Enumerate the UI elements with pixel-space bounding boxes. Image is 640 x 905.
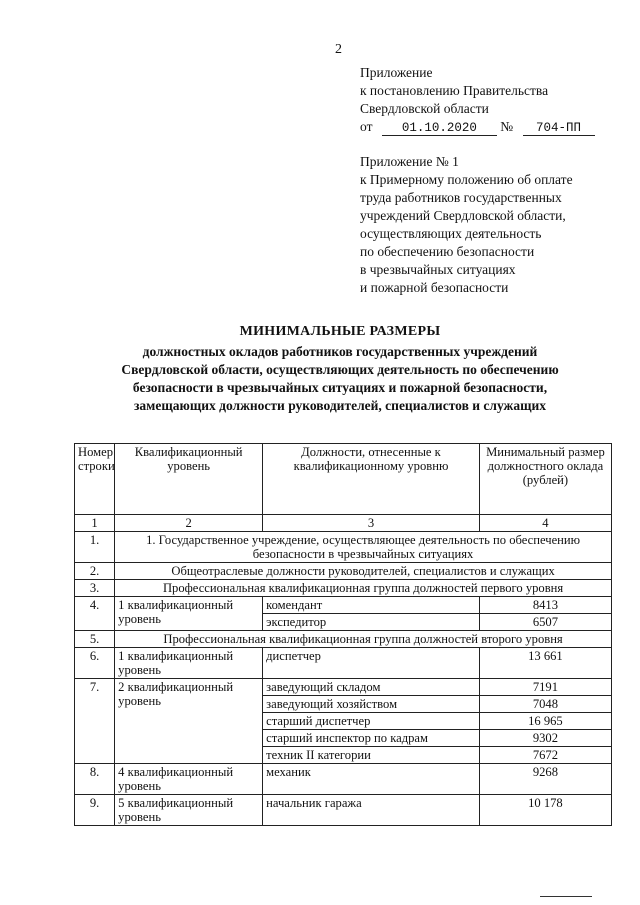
qualification-level: 4 квалификационный уровень: [115, 764, 263, 795]
appendix-sub-header: [360, 153, 573, 297]
salary-value: 10 178: [479, 795, 611, 826]
position-name: комендант: [263, 597, 480, 614]
position-name: старший инспектор по кадрам: [263, 730, 480, 747]
appendix-sub-line: к Примерному положению об оплате: [360, 172, 573, 187]
appendix-sub-line: по обеспечению безопасности: [360, 244, 535, 259]
appendix-line-3: Свердловской области: [360, 101, 489, 116]
header-positions: Должности, отнесенные к квалификационному уровню: [263, 444, 480, 515]
row-number: 6.: [75, 648, 115, 679]
salary-value: 8413: [479, 597, 611, 614]
salary-value: 7191: [479, 679, 611, 696]
position-name: экспедитор: [263, 614, 480, 631]
row-number: 7.: [75, 679, 115, 764]
position-name: старший диспетчер: [263, 713, 480, 730]
header-row-number: Номер строки: [75, 444, 115, 515]
appendix-sub-line: осуществляющих деятельность: [360, 226, 542, 241]
qualification-level: 5 квалификационный уровень: [115, 795, 263, 826]
section-heading: Общеотраслевые должности руководителей, специалистов и служащих: [115, 563, 612, 580]
title-line: замещающих должности руководителей, специалистов и служащих: [134, 398, 546, 413]
resolution-date: 01.10.2020: [382, 121, 497, 136]
table-row: [75, 648, 612, 679]
appendix-line-2: к постановлению Правительства: [360, 83, 549, 98]
appendix-sub-line: труда работников государственных: [360, 190, 562, 205]
title-line: должностных окладов работников государственных учреждений: [142, 344, 538, 359]
table-row: [75, 580, 612, 597]
table-row: [75, 764, 612, 795]
appendix-sub-line: Приложение № 1: [360, 154, 459, 169]
group-heading: Профессиональная квалификационная группа должностей второго уровня: [115, 631, 612, 648]
qualification-level: 2 квалификационный уровень: [115, 679, 263, 764]
date-prefix: от: [360, 119, 373, 134]
table-index-row: [75, 515, 612, 532]
appendix-sub-line: и пожарной безопасности: [360, 280, 509, 295]
appendix-title: Приложение: [360, 65, 433, 80]
salary-value: 6507: [479, 614, 611, 631]
group-heading: Профессиональная квалификационная группа должностей первого уровня: [115, 580, 612, 597]
title-main: МИНИМАЛЬНЫЕ РАЗМЕРЫ: [239, 324, 441, 339]
resolution-number: 704-ПП: [523, 121, 595, 136]
row-number: 3.: [75, 580, 115, 597]
header-qualification-level: Квалификационный уровень: [115, 444, 263, 515]
qualification-level: 1 квалификационный уровень: [115, 648, 263, 679]
position-name: техник II категории: [263, 747, 480, 764]
index-cell: 4: [479, 515, 611, 532]
index-cell: 1: [75, 515, 115, 532]
table-header-row: [75, 444, 612, 515]
table-row: [75, 597, 612, 614]
table-row: [75, 563, 612, 580]
position-name: начальник гаража: [263, 795, 480, 826]
salary-value: 13 661: [479, 648, 611, 679]
salary-value: 9268: [479, 764, 611, 795]
appendix-sub-line: учреждений Свердловской области,: [360, 208, 566, 223]
table-row: [75, 679, 612, 696]
salary-table: [74, 443, 612, 826]
position-name: заведующий хозяйством: [263, 696, 480, 713]
appendix-date-line: [360, 118, 595, 136]
position-name: механик: [263, 764, 480, 795]
table-row: [75, 532, 612, 563]
salary-value: 16 965: [479, 713, 611, 730]
appendix-header: [360, 64, 595, 136]
row-number: 5.: [75, 631, 115, 648]
appendix-sub-line: в чрезвычайных ситуациях: [360, 262, 516, 277]
table-row: [75, 795, 612, 826]
row-number: 9.: [75, 795, 115, 826]
section-heading: 1. Государственное учреждение, осуществляющее деятельность по обеспечению безопасности в чрезвычайных ситуациях: [115, 532, 612, 563]
index-cell: 3: [263, 515, 480, 532]
document-title: [60, 323, 620, 415]
salary-value: 7048: [479, 696, 611, 713]
salary-value: 7672: [479, 747, 611, 764]
page-number: 2: [335, 42, 342, 57]
row-number: 4.: [75, 597, 115, 631]
qualification-level: 1 квалификационный уровень: [115, 597, 263, 631]
index-cell: 2: [115, 515, 263, 532]
row-number: 8.: [75, 764, 115, 795]
number-prefix: №: [500, 119, 514, 134]
salary-value: 9302: [479, 730, 611, 747]
row-number: 2.: [75, 563, 115, 580]
position-name: диспетчер: [263, 648, 480, 679]
title-line: безопасности в чрезвычайных ситуациях и пожарной безопасности,: [132, 380, 548, 395]
table-row: [75, 631, 612, 648]
row-number: 1.: [75, 532, 115, 563]
header-min-salary: Минимальный размер должностного оклада (рублей): [479, 444, 611, 515]
title-line: Свердловской области, осуществляющих деятельность по обеспечению: [121, 362, 559, 377]
footer-divider: [540, 896, 592, 897]
position-name: заведующий складом: [263, 679, 480, 696]
